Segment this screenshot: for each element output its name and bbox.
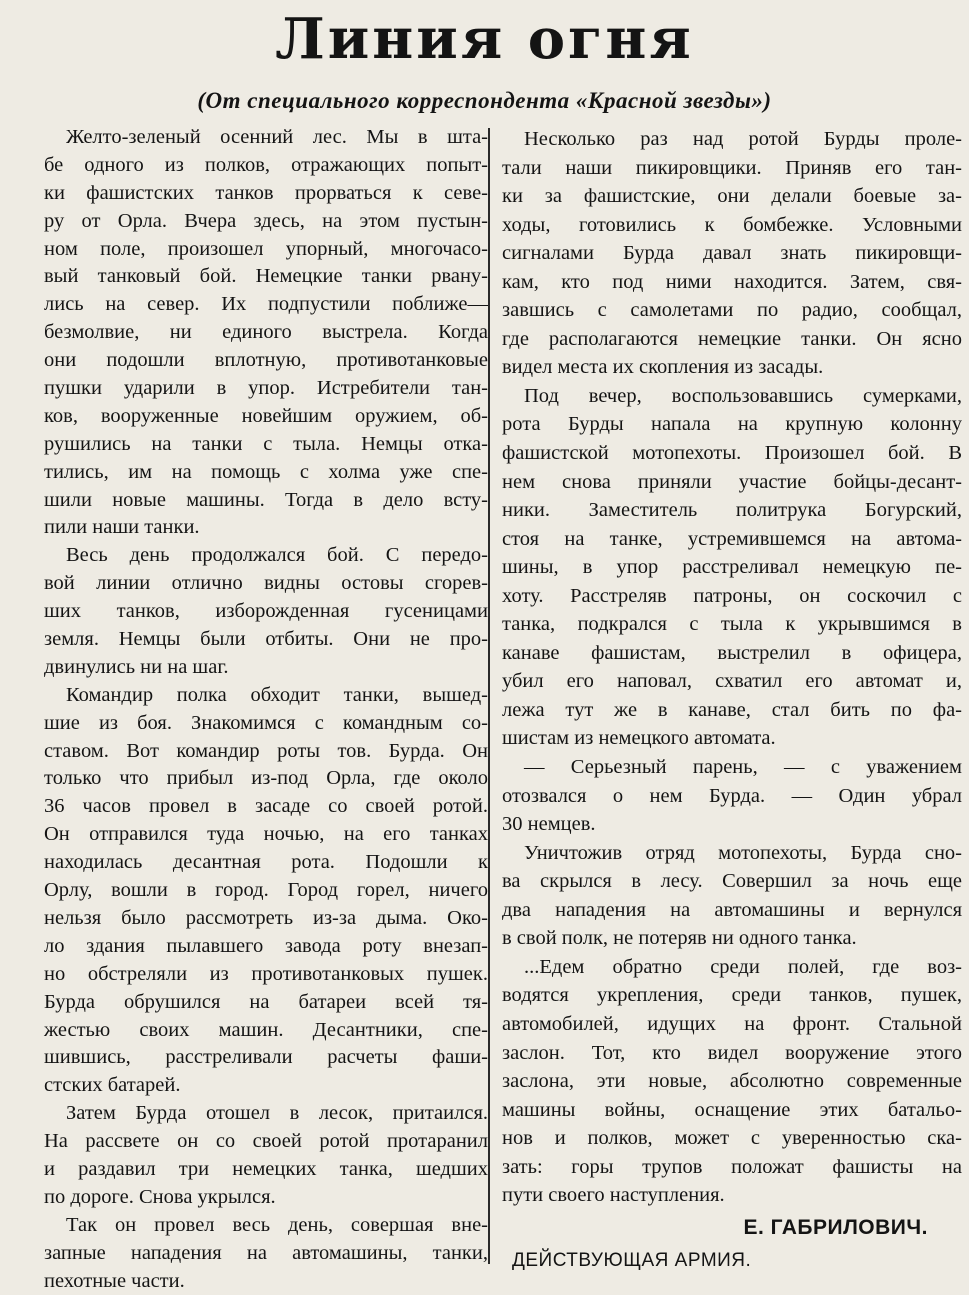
paragraph-first-line: Несколько раз над ротой Бурды проле-	[524, 128, 962, 150]
paragraph-first-line: ...Едем обратно среди полей, где воз-	[524, 955, 962, 978]
text-line: тали наши пикировщики. Приняв его тан-	[502, 156, 962, 179]
text-line: шили новые машины. Тогда в дело всту-	[44, 488, 488, 511]
paragraph-first-line: Уничтожив отряд мотопехоты, Бурда сно-	[524, 841, 962, 864]
text-line: ном поле, произошел упорный, многочасо-	[44, 237, 488, 260]
paragraph-first-line: Под вечер, воспользовавшись сумерками,	[524, 384, 962, 407]
text-line: машины войны, оснащение этих батальо-	[502, 1098, 962, 1121]
text-line: ших танков, изборожденная гусеницами	[44, 600, 488, 623]
paragraph-first-line: Командир полка обходит танки, вышед-	[66, 683, 488, 706]
text-line: вой линии отлично видны остовы сгорев-	[44, 572, 488, 595]
text-line: в свой полк, не потеряв ни одного танка.	[502, 927, 857, 950]
text-line: бе одного из полков, отражающих попыт-	[44, 153, 488, 176]
text-line: ки за фашистские, они делали боевые за-	[502, 185, 962, 208]
text-line: но обстреляли из противотанковых пушек.	[44, 962, 488, 985]
text-line: ва скрылся в лесу. Совершил за ночь еще	[502, 870, 962, 893]
article-byline: (От специального корреспондента «Красной звезды»)	[197, 88, 772, 113]
text-line: стоя на танке, устремившемся на автома-	[502, 527, 962, 550]
text-line: рота Бурды напала на крупную колонну	[502, 413, 962, 436]
text-line: 30 немцев.	[502, 813, 596, 836]
text-line: пили наши танки.	[44, 516, 200, 539]
text-line: завшись с самолетами по радио, сообщал,	[502, 299, 962, 322]
text-line: нельзя было рассмотреть из-за дыма. Око-	[44, 906, 488, 929]
text-line: 36 часов провел в засаде со своей ротой.	[44, 795, 488, 818]
text-line: канаве фашистам, выстрелил в офицера,	[502, 641, 962, 664]
author-signature: Е. ГАБРИЛОВИЧ.	[743, 1215, 928, 1239]
text-line: водятся укрепления, среди танков, пушек,	[502, 984, 962, 1007]
text-line: зать: горы трупов положат фашисты на	[502, 1155, 962, 1178]
text-line: ники. Заместитель политрука Богурский,	[502, 499, 962, 522]
text-line: автомобилей, идущих на фронт. Стальной	[502, 1012, 962, 1035]
text-line: по дороге. Снова укрылся.	[44, 1185, 276, 1208]
paragraph-first-line: — Серьезный парень, — с уважением	[524, 756, 962, 779]
text-line: находилась десантная рота. Подошли к	[44, 851, 488, 874]
text-line: они подошли вплотную, противотанковые	[44, 349, 488, 372]
text-line: фашистской мотопехоты. Произошел бой. В	[502, 442, 962, 465]
text-line: вый танковый бой. Немецкие танки рвану-	[44, 265, 488, 288]
text-line: заслона, эти новые, абсолютно современные	[502, 1070, 962, 1093]
text-line: ки фашистских танков прорваться к севе-	[44, 181, 488, 204]
text-line: шины, в упор расстреливал немецкую пе-	[502, 556, 962, 579]
text-line: нов и полков, может с уверенностью ска-	[502, 1127, 962, 1150]
paragraph-first-line: Желто-зеленый осенний лес. Мы в шта-	[66, 126, 488, 148]
text-line: два нападения на автомашины и вернулся	[502, 898, 962, 921]
text-line: Он отправился туда ночью, на его танках	[44, 823, 488, 846]
text-line: ков, вооруженные новейшим оружием, об-	[44, 404, 488, 427]
paragraph-first-line: Весь день продолжался бой. С передо-	[66, 544, 488, 567]
text-line: двинулись ни на шаг.	[44, 655, 229, 678]
text-line: только что прибыл из-под Орла, где около	[44, 767, 488, 790]
text-line: земля. Немцы были отбиты. Они не про-	[44, 628, 488, 651]
text-line: танка, подкрался с тыла к укрывшимся в	[502, 613, 962, 636]
right-column	[502, 125, 962, 1276]
paragraph-first-line: Так он провел весь день, совершая вне-	[66, 1213, 488, 1236]
text-line: нем снова приняли участие бойцы-десант-	[502, 470, 962, 493]
text-line: жестью своих машин. Десантники, спе-	[44, 1018, 488, 1041]
text-line: На рассвете он со своей ротой протаранил	[44, 1130, 488, 1153]
text-line: хоту. Расстреляв патроны, он соскочил с	[502, 584, 962, 607]
left-column	[44, 124, 488, 1295]
text-line: ставом. Вот командир роты тов. Бурда. Он	[44, 739, 488, 762]
text-line: сигналами Бурда давал знать пикировщи-	[502, 242, 962, 265]
text-line: рушились на танки с тыла. Немцы отка-	[44, 432, 488, 455]
text-line: ходы, готовились к бомбежке. Условными	[502, 213, 962, 236]
text-line: пехотные части.	[44, 1269, 185, 1292]
text-line: лись на север. Их подпустили поближе—	[44, 293, 488, 316]
text-line: шие из боя. Знакомимся с командным со-	[44, 711, 488, 734]
text-line: Орлу, вошли в город. Город горел, ничего	[44, 879, 488, 902]
text-line: где располагаются немецкие танки. Он ясно	[502, 327, 962, 350]
text-line: Бурда обрушился на батареи всей тя-	[44, 990, 488, 1013]
text-line: заслон. Тот, кто видел вооружение этого	[502, 1041, 962, 1064]
text-line: видел места их скопления из засады.	[502, 356, 824, 379]
article-headline: Линия огня	[275, 6, 694, 72]
text-line: пути своего наступления.	[502, 1184, 725, 1207]
dateline: ДЕЙСТВУЮЩАЯ АРМИЯ.	[512, 1249, 752, 1271]
text-line: кам, кто под ними находится. Затем, свя-	[502, 270, 962, 293]
text-line: запные нападения на автомашины, танки,	[44, 1241, 488, 1264]
text-line: безмолвие, ни единого выстрела. Когда	[44, 321, 488, 344]
text-line: ру от Орла. Вчера здесь, на этом пустын-	[44, 209, 488, 232]
text-line: убил его наповал, схватил его автомат и,	[502, 670, 962, 693]
text-line: стских батарей.	[44, 1074, 181, 1097]
text-line: отозвался о нем Бурда. — Один убрал	[502, 784, 962, 807]
text-line: лежа тут же в канаве, стал бить по фа-	[502, 698, 962, 721]
text-line: тились, им на помощь с холма уже спе-	[44, 460, 488, 483]
text-line: пушки ударили в упор. Истребители тан-	[44, 377, 488, 400]
paragraph-first-line: Затем Бурда отошел в лесок, притаился.	[66, 1102, 488, 1125]
text-line: и раздавил три немецких танка, шедших	[44, 1157, 488, 1180]
text-line: шившись, расстреливали расчеты фаши-	[44, 1046, 488, 1069]
text-line: шистам из немецкого автомата.	[502, 727, 776, 750]
text-line: ло здания пылавшего завода роту внезап-	[44, 934, 488, 957]
column-divider	[488, 128, 490, 1264]
